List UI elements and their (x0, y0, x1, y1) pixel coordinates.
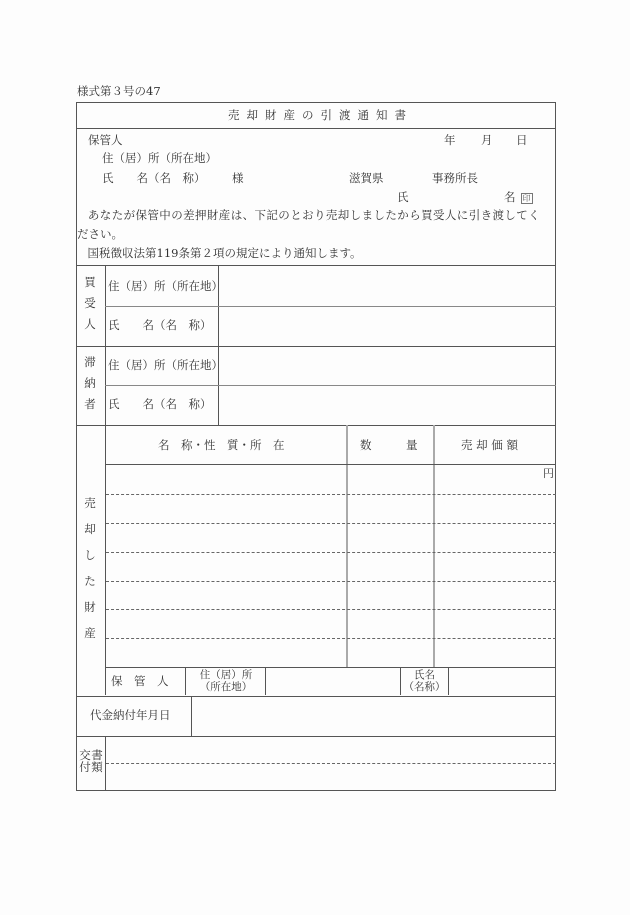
property-quantity-field[interactable] (348, 465, 433, 494)
divider (76, 425, 556, 426)
property-name-field[interactable] (106, 495, 346, 523)
addressee-address-label: 住（居）所（所在地） (102, 151, 217, 165)
divider (105, 265, 106, 425)
addressee-name-label: 氏 名（名 称） (102, 171, 206, 185)
property-label-char: た (84, 574, 96, 588)
custodian-name-label-line: （名称） (403, 681, 446, 693)
buyer-label-char: 買 (84, 275, 96, 289)
body-line-3: 国税徴収法第119条第２項の規定により通知します。 (76, 246, 362, 260)
divider (185, 667, 186, 695)
form-title: 売却財産の引渡通知書 (228, 108, 413, 122)
column-header-price: 売 却 価 額 (461, 438, 518, 452)
property-name-field[interactable] (106, 639, 346, 667)
documents-label-char: 類 (91, 760, 103, 774)
honorific: 様 (232, 171, 244, 185)
documents-label (79, 749, 103, 773)
documents-label-char: 付 (79, 760, 91, 774)
issuer-prefecture: 滋賀県 (349, 171, 384, 185)
form-number: 様式第３号の47 (77, 84, 161, 98)
property-price-field[interactable] (435, 553, 555, 581)
documents-field-line-1[interactable] (106, 737, 555, 763)
payment-date-label: 代金納付年月日 (90, 708, 171, 722)
property-label-char: 却 (84, 522, 96, 536)
column-header-quantity: 数 量 (360, 438, 418, 452)
property-quantity-field[interactable] (348, 582, 433, 609)
buyer-address-label: 住（居）所（所在地） (108, 279, 223, 293)
property-price-field[interactable] (435, 495, 555, 523)
property-name-field[interactable] (106, 582, 346, 609)
date-month[interactable]: 月 (481, 133, 493, 147)
custodian-address-label-line: 住（居）所 (199, 669, 253, 681)
delinquent-address-field[interactable] (219, 347, 555, 385)
custodian-label: 保管人 (88, 133, 123, 147)
custodian-address-label-line: （所在地） (199, 681, 253, 693)
payment-date-field[interactable] (192, 697, 555, 736)
delinquent-name-label: 氏 名（名 称） (108, 397, 212, 411)
delinquent-name-field[interactable] (219, 386, 555, 424)
buyer-label-char: 受 (84, 296, 96, 310)
body-line-2: ださい。 (77, 227, 123, 241)
property-quantity-field[interactable] (348, 524, 433, 552)
property-label-char: 産 (84, 626, 96, 640)
custodian-name-label (401, 669, 448, 693)
property-name-field[interactable] (106, 465, 346, 494)
property-price-field[interactable] (435, 582, 555, 609)
documents-field-line-2[interactable] (106, 764, 555, 790)
documents-label-col (79, 749, 91, 773)
divider (76, 128, 556, 129)
custodian-name-label-line: 氏名 (414, 669, 435, 681)
property-quantity-field[interactable] (348, 495, 433, 523)
documents-label-char: 書 (91, 748, 103, 762)
property-name-field[interactable] (106, 610, 346, 638)
seal-icon: 印 (522, 194, 531, 203)
delinquent-label-char: 滞 (84, 355, 96, 369)
currency-unit: 円 (543, 467, 554, 480)
property-price-field[interactable] (435, 639, 555, 667)
column-header-name: 名 称・性 質・所 在 (158, 438, 285, 452)
issuer-name-right-wrap (504, 192, 533, 204)
custodian-name-field[interactable] (449, 668, 555, 695)
property-price-field[interactable] (435, 524, 555, 552)
property-label-char: 財 (84, 600, 96, 614)
date-year[interactable]: 年 (444, 133, 456, 147)
custodian-address-label (188, 669, 264, 693)
issuer-office: 事務所長 (432, 171, 478, 185)
delinquent-label-char: 納 (84, 376, 96, 390)
property-price-field[interactable] (435, 610, 555, 638)
issuer-name-left: 氏 (397, 190, 409, 204)
body-line-1: あなたが保管中の差押財産は、下記のとおり売却しましたから買受人に引き渡してく (76, 208, 541, 222)
buyer-address-field[interactable] (219, 266, 555, 305)
property-label-char: 売 (84, 496, 96, 510)
documents-label-char: 交 (79, 748, 91, 762)
delinquent-section-label (80, 352, 100, 415)
property-section-label (80, 490, 100, 646)
buyer-label-char: 人 (84, 317, 96, 331)
property-quantity-field[interactable] (348, 553, 433, 581)
property-quantity-field[interactable] (348, 639, 433, 667)
buyer-name-field[interactable] (219, 307, 555, 345)
buyer-section-label (80, 272, 100, 335)
property-price-field[interactable] (435, 465, 540, 494)
buyer-name-label: 氏 名（名 称） (108, 318, 212, 332)
property-label-char: し (84, 548, 96, 562)
issuer-name-right: 名 (504, 190, 516, 204)
property-name-field[interactable] (106, 524, 346, 552)
delinquent-address-label: 住（居）所（所在地） (108, 358, 223, 372)
property-quantity-field[interactable] (348, 610, 433, 638)
documents-label-col (91, 749, 103, 773)
delinquent-label-char: 者 (84, 397, 96, 411)
custodian-address-field[interactable] (266, 668, 400, 695)
custodian-row-label: 保 管 人 (111, 674, 169, 688)
date-day[interactable]: 日 (516, 133, 528, 147)
property-name-field[interactable] (106, 553, 346, 581)
